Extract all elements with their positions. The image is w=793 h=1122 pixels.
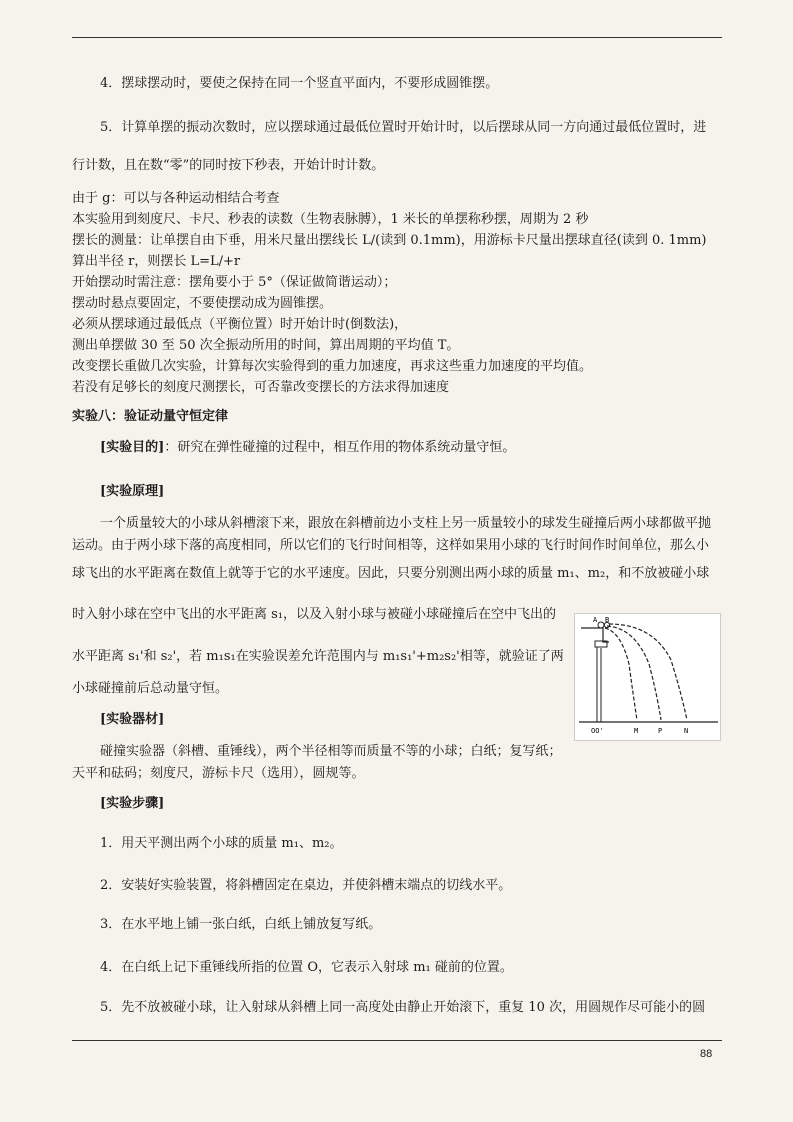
notes-line-10: 若没有足够长的刻度尺测摆长，可否靠改变摆长的方法求得加速度: [72, 380, 450, 395]
label-m: M: [634, 727, 639, 735]
notes-line-4: 算出半径 r，则摆长 L=L/+r: [72, 254, 241, 269]
equipment-line-1: 碰撞实验器（斜槽、重锤线），两个半径相等而质量不等的小球；白纸；复写纸；: [100, 744, 562, 759]
label-n: N: [684, 727, 689, 735]
principle-line-4: 时入射小球在空中飞出的水平距离 s₁，以及入射小球与被碰小球碰撞后在空中飞出的: [72, 607, 557, 622]
label-a: A: [593, 616, 598, 624]
principle-line-1: 一个质量较大的小球从斜槽滚下来，跟放在斜槽前边小支柱上另一质量较小的球发生碰撞后两小球都做平抛: [100, 516, 712, 531]
step-2: 2．安装好实验装置，将斜槽固定在桌边，并使斜槽末端点的切线水平。: [100, 878, 512, 893]
principle-line-3: 球飞出的水平距离在数值上就等于它的水平速度。因此，只要分别测出两小球的质量 m₁、m₂，和不放被碰小球: [72, 566, 710, 581]
notes-line-3: 摆长的测量：让单摆自由下垂，用米尺量出摆线长 L/(读到 0.1mm)，用游标卡尺量出摆球直径(读到 0. 1mm): [72, 233, 707, 248]
purpose-paragraph: [100, 438, 750, 458]
principle-tag: [实验原理]: [100, 484, 165, 499]
purpose-text: ：研究在弹性碰撞的过程中，相互作用的物体系统动量守恒。: [164, 440, 516, 455]
step-4: 4．在白纸上记下重锤线所指的位置 O，它表示入射球 m₁ 碰前的位置。: [100, 960, 513, 975]
label-p: P: [658, 727, 663, 735]
notes-line-2: 本实验用到刻度尺、卡尺、秒表的读数（生物表脉膊），1 米长的单摆称秒摆，周期为 2 秒: [72, 212, 589, 227]
section-title: 实验八：验证动量守恒定律: [72, 409, 229, 424]
bottom-rule: [72, 1040, 722, 1041]
principle-line-2: 运动。由于两小球下落的高度相同，所以它们的飞行时间相等，这样如果用小球的飞行时间作时间单位，那么小: [72, 538, 710, 553]
equipment-line-2: 天平和砝码；刻度尺，游标卡尺（选用），圆规等。: [72, 766, 365, 781]
pendulum-note-5-line1: 5．计算单摆的振动次数时，应以摆球通过最低位置时开始计时，以后摆球从同一方向通过最低位置时，进: [100, 120, 707, 135]
principle-line-5: 水平距离 s₁'和 s₂'，若 m₁s₁在实验误差允许范围内与 m₁s₁'+m₂s₂'相等，就验证了两: [72, 649, 564, 664]
equipment-tag: [实验器材]: [100, 712, 165, 727]
notes-line-1: 由于 g：可以与各种运动相结合考查: [72, 191, 280, 206]
notes-line-8: 测出单摆做 30 至 50 次全振动所用的时间，算出周期的平均值 T。: [72, 338, 460, 353]
step-1: 1．用天平测出两个小球的质量 m₁、m₂。: [100, 836, 343, 851]
notes-line-6: 摆动时悬点要固定，不要使摆动成为圆锥摆。: [72, 296, 333, 311]
page-number: 88: [700, 1048, 713, 1060]
steps-tag: [实验步骤]: [100, 796, 165, 811]
top-rule: [72, 37, 722, 38]
notes-line-9: 改变摆长重做几次实验，计算每次实验得到的重力加速度，再求这些重力加速度的平均值。: [72, 359, 593, 374]
principle-line-6: 小球碰撞前后总动量守恒。: [72, 681, 229, 696]
notes-line-7: 必须从摆球通过最低点（平衡位置）时开始计时(倒数法)，: [72, 317, 408, 332]
pendulum-note-4: 4．摆球摆动时，要使之保持在同一个竖直平面内，不要形成圆锥摆。: [100, 76, 499, 91]
step-5: 5．先不放被碰小球，让入射球从斜槽上同一高度处由静止开始滚下，重复 10 次，用圆规作尽可能小的圆: [100, 1000, 706, 1015]
label-b: B: [605, 616, 610, 624]
purpose-tag: [实验目的]: [100, 440, 165, 455]
label-oo: OO': [591, 727, 604, 735]
notes-line-5: 开始摆动时需注意：摆角要小于 5°（保证做简谐运动）；: [72, 275, 397, 290]
pendulum-note-5-line2: 行计数，且在数“零”的同时按下秒表，开始计时计数。: [72, 158, 385, 173]
step-3: 3．在水平地上铺一张白纸，白纸上铺放复写纸。: [100, 917, 382, 932]
